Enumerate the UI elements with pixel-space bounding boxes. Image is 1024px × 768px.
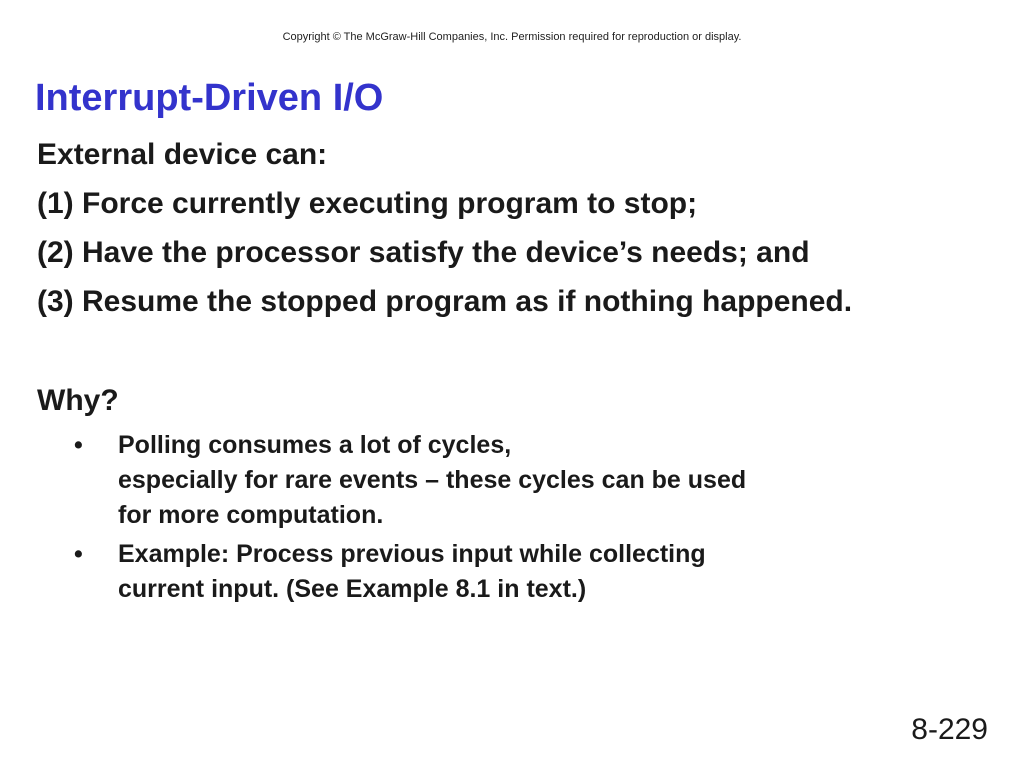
bullet-marker: • [74, 431, 83, 459]
bullet-text [118, 428, 746, 533]
copyright-notice: Copyright © The McGraw-Hill Companies, Inc. Permission required for reproduction or display. [282, 31, 742, 43]
point-1: (1) Force currently executing program to stop; [37, 187, 698, 220]
bullet-line: especially for rare events – these cycles can be used [118, 466, 747, 494]
bullet-line: Example: Process previous input while collecting [118, 540, 706, 568]
bullet-text [118, 537, 706, 607]
why-heading: Why? [37, 384, 119, 417]
intro-line: External device can: [37, 138, 328, 171]
bullet-line: for more computation. [118, 501, 384, 529]
slide-title: Interrupt-Driven I/O [35, 77, 384, 119]
bullet-line: Polling consumes a lot of cycles, [118, 431, 512, 459]
point-3: (3) Resume the stopped program as if nothing happened. [37, 285, 853, 318]
point-2: (2) Have the processor satisfy the device’s needs; and [37, 236, 810, 269]
bullet-line: current input. (See Example 8.1 in text.) [118, 575, 587, 603]
slide-number: 8-229 [911, 713, 988, 746]
bullet-marker: • [74, 540, 83, 568]
